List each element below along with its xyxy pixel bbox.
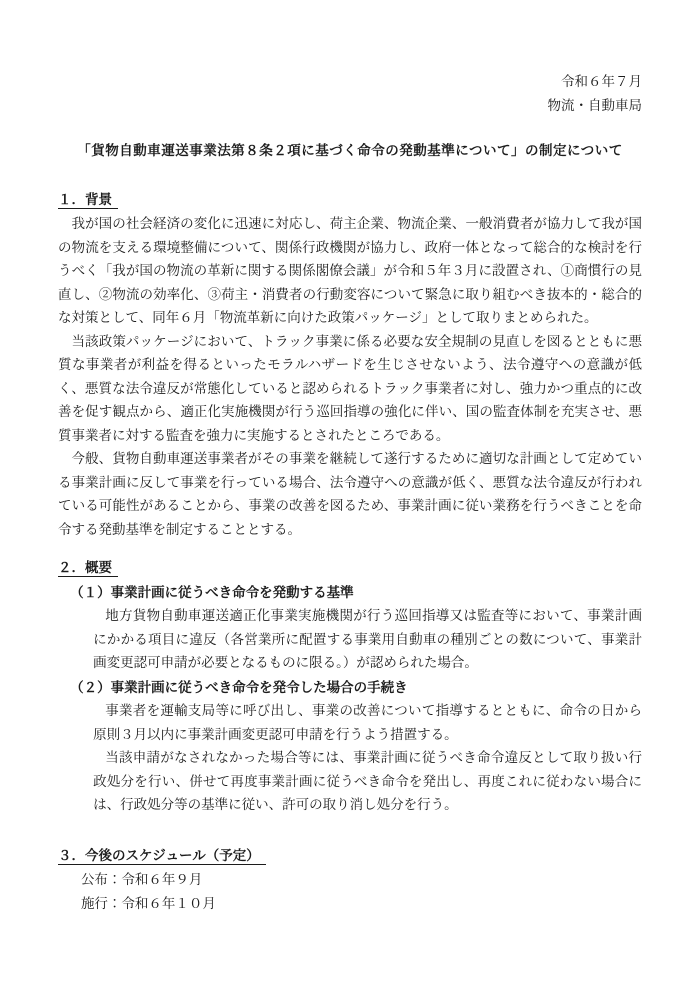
header-block — [58, 70, 642, 117]
overview-item-1-label: （１）事業計画に従うべき命令を発動する基準 — [70, 584, 354, 600]
date-line: 令和６年７月 — [561, 74, 642, 89]
background-paragraph-1: 我が国の社会経済の変化に迅速に対応し、荷主企業、物流企業、一般消費者が協力して我が国の物流を支える環境整備について、関係行政機関が協力し、政府一体となって総合的な検討を行うべく「我が国の物流の革新に関する関係閣僚会議」が令和５年３月に設置され、①商慣行の見直し、②物流の効率化、③荷主・消費者の行動変容について緊急に取り組むべき抜本的・総合的な対策として、同年６月「物流革新に向けた政策パッケージ」として取りまとめられた。 — [58, 216, 642, 325]
schedule-line-enforcement: 施行：令和６年１０月 — [80, 895, 216, 911]
background-paragraph-2: 当該政策パッケージにおいて、トラック事業に係る必要な安全規制の見直しを図るとともに悪質な事業者が利益を得るといったモラルハザードを生じさせないよう、法令遵守への意識が低く、悪質な法令違反が常態化していると認められるトラック事業者に対し、強力かつ重点的に改善を促す観点から、適正化実施機関が行う巡回指導の強化に伴い、国の監査体制を充実させ、悪質事業者に対する監査を強力に実施するとされたところである。 — [58, 333, 642, 443]
section-heading-schedule — [58, 844, 642, 868]
section-heading-background-text: １．背景 — [58, 192, 118, 209]
section-heading-background — [58, 188, 642, 212]
overview-item-2-paragraph-2: 当該申請がなされなかった場合等には、事業計画に従うべき命令違反として取り扱い行政処分を行い、併せて再度事業計画に従うべき命令を発出し、再度これに従わない場合には、行政処分等の基準に従い、許可の取り消し処分を行う。 — [93, 750, 642, 812]
section-heading-overview — [58, 556, 642, 580]
background-paragraph-3: 今般、貨物自動車運送事業者がその事業を継続して遂行するために適切な計画として定めている事業計画に反して事業を行っている場合、法令遵守への意識が低く、悪質な法令違反が行われている可能性があることから、事業の改善を図るため、事業計画に従い業務を行うべきことを命令する発動基準を制定することとする。 — [58, 451, 642, 537]
section-heading-overview-text: ２．概要 — [58, 560, 118, 577]
document-title: 「貨物自動車運送事業法第８条２項に基づく命令の発動基準について」の制定について — [77, 143, 623, 158]
schedule-line-publication: 公布：令和６年９月 — [80, 872, 203, 887]
section-heading-schedule-text: ３．今後のスケジュール（予定） — [58, 848, 266, 865]
bureau-line: 物流・自動車局 — [547, 97, 642, 113]
overview-item-2-label: （２）事業計画に従うべき命令を発令した場合の手続き — [70, 679, 408, 695]
overview-item-1-paragraph-1: 地方貨物自動車運送適正化事業実施機関が行う巡回指導又は監査等において、事業計画にかかる項目に違反（各営業所に配置する事業用自動車の種別ごとの数について、事業計画変更認可申請が必要となるものに限る。）が認められた場合。 — [93, 608, 642, 670]
overview-item-2-paragraph-1: 事業者を運輸支局等に呼び出し、事業の改善について指導するとともに、命令の日から原則３月以内に事業計画変更認可申請を行うよう措置する。 — [93, 703, 642, 742]
